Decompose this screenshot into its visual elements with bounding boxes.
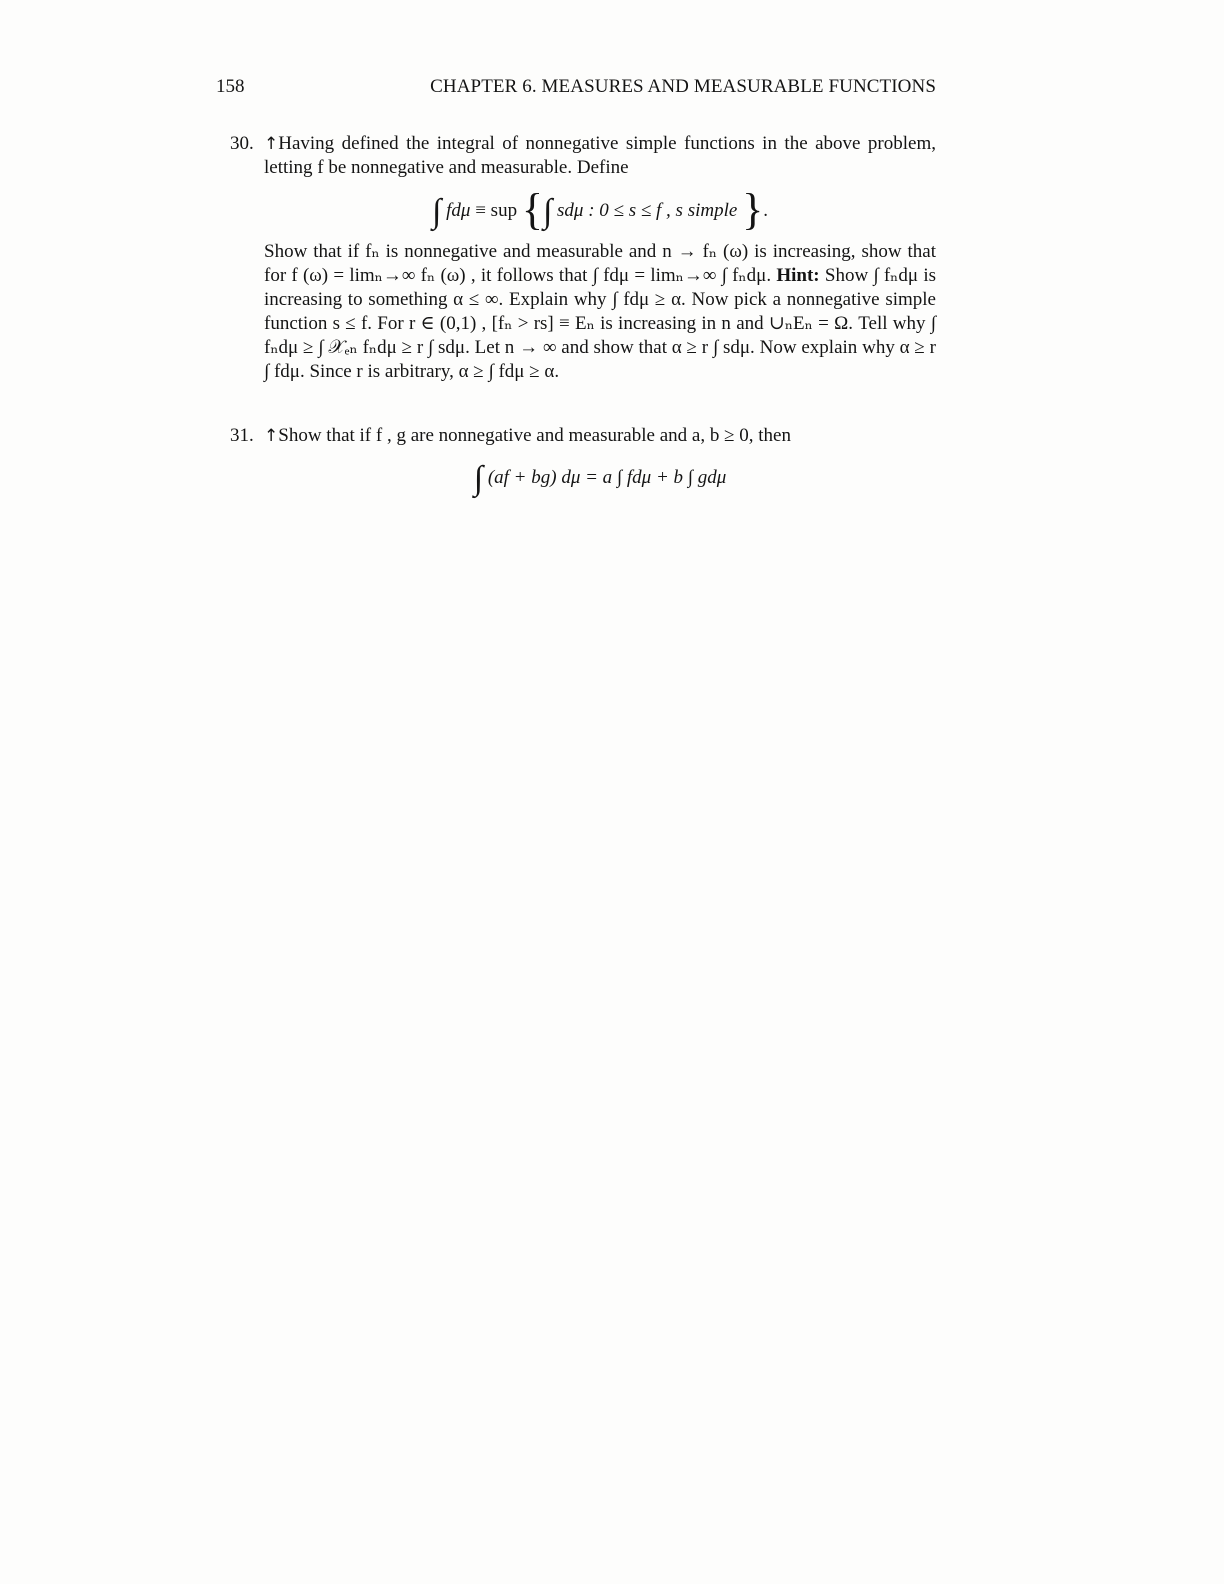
problem-intro: ↑Having defined the integral of nonnegative simple functions in the above problem, letting f be nonnegative and measurable. Define	[264, 133, 936, 178]
problem-31	[230, 424, 936, 508]
problem-intro: ↑Show that if f , g are nonnegative and measurable and a, b ≥ 0, then	[264, 425, 791, 446]
up-arrow-icon: ↑	[264, 426, 279, 446]
chapter-title: CHAPTER 6. MEASURES AND MEASURABLE FUNCTIONS	[430, 76, 936, 97]
problem-number: 30.	[230, 133, 254, 154]
problem-text	[264, 424, 936, 508]
page-header	[216, 76, 936, 102]
page-number: 158	[216, 76, 245, 97]
integral-sign: ∫	[473, 460, 484, 497]
display-equation: ∫ fdμ ≡ sup {∫ sdμ : 0 ≤ s ≤ f , s simple }.	[432, 185, 768, 234]
up-arrow-icon: ↑	[264, 134, 279, 154]
integral-sign: ∫	[432, 193, 442, 230]
hint-label: Hint:	[776, 265, 820, 286]
problem-30	[230, 132, 936, 384]
problem-text	[264, 132, 936, 384]
problem-number: 31.	[230, 425, 254, 446]
display-equation: ∫ (af + bg) dμ = a ∫ fdμ + b ∫ gdμ	[473, 460, 727, 497]
problem-body: Show that if fₙ is nonnegative and measurable and n → fₙ (ω) is increasing, show that for f (ω) = limₙ→∞ fₙ (ω) , it follows that ∫ fdμ = limₙ→∞ ∫ fₙdμ. Hint: Show ∫ fₙdμ is increasing to something α ≤ ∞. Explain why ∫ fdμ ≥ α. Now pick a nonnegative simple function s ≤ f. For r ∈ (0,1) , [fₙ > rs] ≡ Eₙ is increasing in n and ∪ₙEₙ = Ω. Tell why ∫ fₙdμ ≥ ∫ 𝒳ₑₙ fₙdμ ≥ r ∫ sdμ. Let n → ∞ and show that α ≥ r ∫ sdμ. Now explain why α ≥ r ∫ fdμ. Since r is arbitrary, α ≥ ∫ fdμ ≥ α.	[264, 241, 937, 382]
